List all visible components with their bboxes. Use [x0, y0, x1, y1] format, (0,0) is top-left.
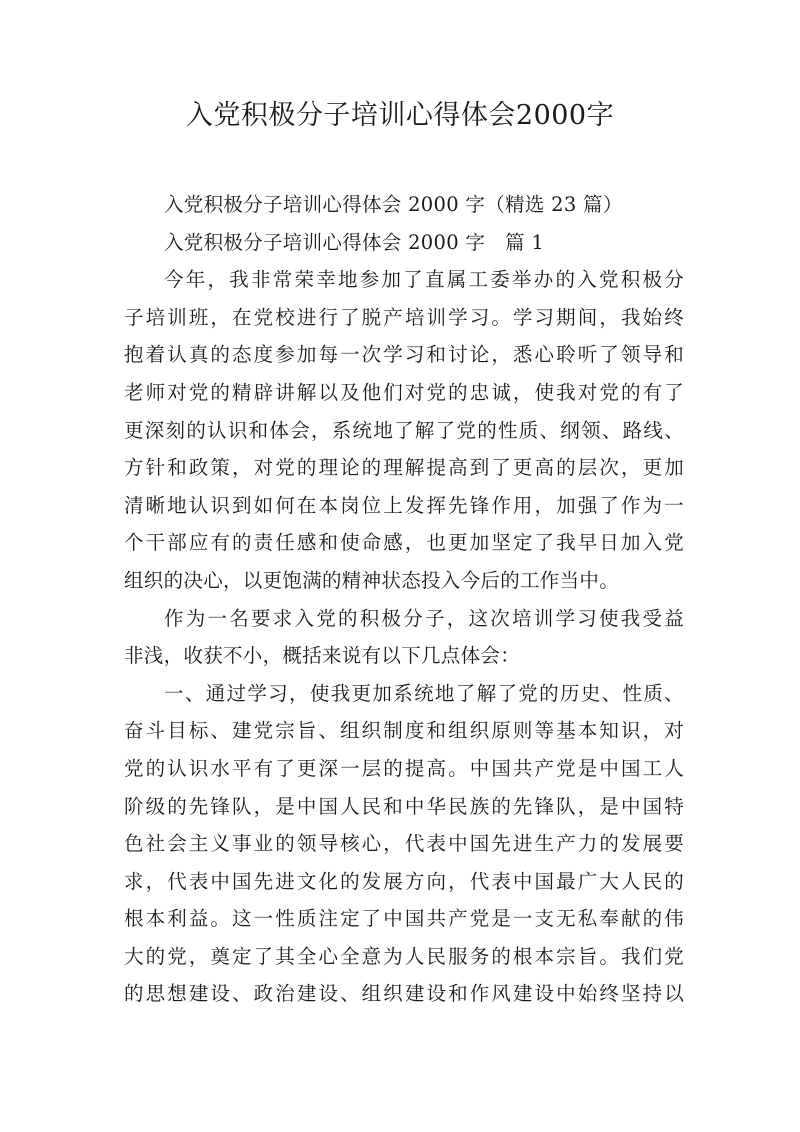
document-body [124, 186, 684, 1013]
body-line: 组织的决心，以更饱满的精神状态投入今后的工作当中。 [124, 568, 620, 592]
body-line: 入党积极分子培训心得体会 2000 字 篇 1 [164, 230, 545, 254]
body-line: 今年，我非常荣幸地参加了直属工委举办的入党积极分 [164, 268, 684, 292]
body-line: 清晰地认识到如何在本岗位上发挥先锋作用，加强了作为一 [124, 493, 684, 517]
body-line: 子培训班，在党校进行了脱产培训学习。学习期间，我始终 [124, 305, 684, 329]
body-line: 入党积极分子培训心得体会 2000 字（精选 23 篇） [164, 193, 623, 216]
body-line: 更深刻的认识和体会，系统地了解了党的性质、纲领、路线、 [124, 418, 684, 442]
body-line: 的思想建设、政治建设、组织建设和作风建设中始终坚持以 [124, 982, 684, 1006]
body-line: 非浅，收获不小，概括来说有以下几点体会： [124, 644, 521, 668]
body-line: 抱着认真的态度参加每一次学习和讨论，悉心聆听了领导和 [124, 343, 684, 367]
body-line: 党的认识水平有了更深一层的提高。中国共产党是中国工人 [124, 756, 684, 780]
body-line: 根本利益。这一性质注定了中国共产党是一支无私奉献的伟 [124, 907, 684, 931]
body-line: 求，代表中国先进文化的发展方向，代表中国最广大人民的 [124, 869, 684, 893]
body-line: 奋斗目标、建党宗旨、组织制度和组织原则等基本知识，对 [124, 719, 684, 743]
body-line: 方针和政策，对党的理论的理解提高到了更高的层次，更加 [124, 456, 684, 480]
body-line: 老师对党的精辟讲解以及他们对党的忠诚，使我对党的有了 [124, 380, 684, 404]
body-line: 色社会主义事业的领导核心，代表中国先进生产力的发展要 [124, 832, 684, 856]
body-line: 作为一名要求入党的积极分子，这次培训学习使我受益 [164, 606, 684, 630]
body-line: 阶级的先锋队，是中国人民和中华民族的先锋队，是中国特 [124, 794, 684, 818]
body-line: 大的党，奠定了其全心全意为人民服务的根本宗旨。我们党 [124, 944, 684, 968]
body-line: 个干部应有的责任感和使命感，也更加坚定了我早日加入党 [124, 531, 684, 555]
body-line: 一、通过学习，使我更加系统地了解了党的历史、性质、 [164, 681, 684, 705]
document-title: 入党积极分子培训心得体会2000字 [185, 100, 615, 131]
